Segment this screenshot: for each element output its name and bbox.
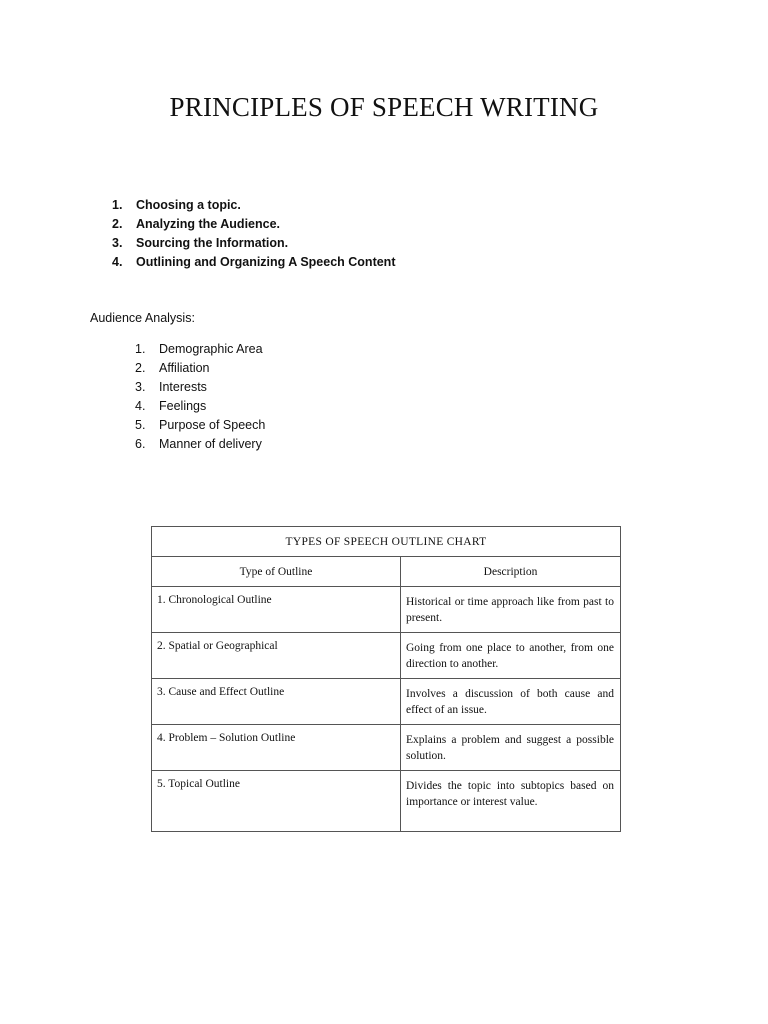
outline-description-cell: Involves a discussion of both cause and effect of an issue. — [401, 679, 621, 725]
principles-list — [112, 196, 396, 272]
list-item — [135, 359, 265, 378]
outline-type-cell: 5. Topical Outline — [152, 771, 401, 832]
outline-description-cell: Divides the topic into subtopics based on importance or interest value. — [401, 771, 621, 832]
item-text: Affiliation — [159, 361, 210, 375]
column-header-description: Description — [401, 557, 621, 587]
outline-type-cell: 4. Problem – Solution Outline — [152, 725, 401, 771]
item-text: Manner of delivery — [159, 437, 262, 451]
list-item — [135, 416, 265, 435]
item-number: 1. — [135, 342, 146, 356]
list-item — [135, 435, 265, 454]
item-number: 4. — [112, 255, 123, 269]
item-number: 3. — [135, 380, 146, 394]
table-row — [152, 633, 621, 679]
item-number: 1. — [112, 198, 123, 212]
item-text: Feelings — [159, 399, 207, 413]
list-item — [135, 397, 265, 416]
list-item — [135, 378, 265, 397]
table-row — [152, 771, 621, 832]
column-header-type: Type of Outline — [152, 557, 401, 587]
item-number: 2. — [135, 361, 146, 375]
table-row — [152, 587, 621, 633]
table-title: TYPES OF SPEECH OUTLINE CHART — [152, 527, 621, 557]
outline-type-cell: 1. Chronological Outline — [152, 587, 401, 633]
list-item — [112, 253, 396, 272]
item-text: Outlining and Organizing A Speech Content — [136, 255, 396, 269]
item-text: Analyzing the Audience. — [136, 217, 281, 231]
table-title-row — [152, 527, 621, 557]
table-header-row — [152, 557, 621, 587]
outline-description-cell: Explains a problem and suggest a possible solution. — [401, 725, 621, 771]
item-number: 2. — [112, 217, 123, 231]
outline-type-cell: 3. Cause and Effect Outline — [152, 679, 401, 725]
audience-analysis-heading: Audience Analysis: — [90, 311, 195, 325]
item-number: 6. — [135, 437, 146, 451]
item-number: 5. — [135, 418, 146, 432]
outline-type-cell: 2. Spatial or Geographical — [152, 633, 401, 679]
item-text: Purpose of Speech — [159, 418, 266, 432]
list-item — [112, 234, 396, 253]
outline-description-cell: Historical or time approach like from past to present. — [401, 587, 621, 633]
item-number: 3. — [112, 236, 123, 250]
audience-analysis-list — [135, 340, 265, 454]
item-text: Interests — [159, 380, 207, 394]
table-row — [152, 725, 621, 771]
outline-types-table — [151, 526, 621, 832]
list-item — [112, 215, 396, 234]
table-row — [152, 679, 621, 725]
outline-description-cell: Going from one place to another, from one direction to another. — [401, 633, 621, 679]
page-title: PRINCIPLES OF SPEECH WRITING — [169, 92, 599, 122]
item-number: 4. — [135, 399, 146, 413]
item-text: Choosing a topic. — [136, 198, 241, 212]
item-text: Sourcing the Information. — [136, 236, 289, 250]
list-item — [112, 196, 396, 215]
list-item — [135, 340, 265, 359]
item-text: Demographic Area — [159, 342, 263, 356]
